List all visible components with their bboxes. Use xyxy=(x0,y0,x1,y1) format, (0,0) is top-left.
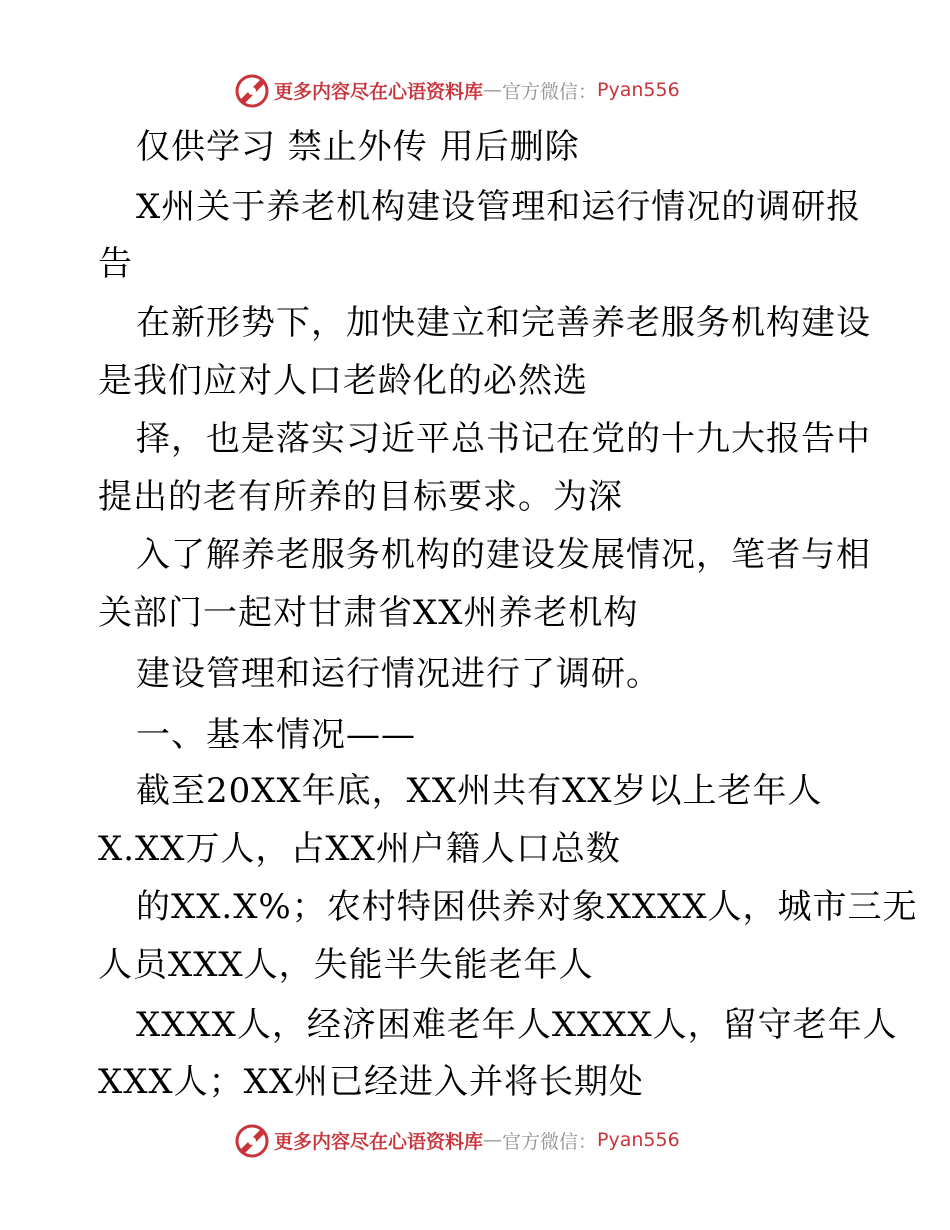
paragraph-line: 关部门一起对甘肃省XX州养老机构 xyxy=(98,593,639,633)
banner-main-text: 更多内容尽在心语资料库 xyxy=(274,1130,484,1153)
paragraph-line: 的XX.X%；农村特困供养对象XXXX人，城市三无 xyxy=(136,887,918,927)
paragraph-line: 在新形势下，加快建立和完善养老服务机构建设 xyxy=(136,303,871,343)
paragraph-line: 入了解养老服务机构的建设发展情况，笔者与相 xyxy=(136,535,871,575)
banner-wechat-label: 官方微信： xyxy=(502,1130,598,1153)
banner-wechat-label: 官方微信： xyxy=(502,80,598,103)
paragraph-line: X.XX万人，占XX州户籍人口总数 xyxy=(98,829,621,869)
pen-nib-logo-icon xyxy=(232,70,272,110)
paragraph-line: 提出的老有所养的目标要求。为深 xyxy=(98,477,623,517)
paragraph-line: 截至20XX年底，XX州共有XX岁以上老年人 xyxy=(136,771,823,811)
banner-separator: — xyxy=(483,79,503,101)
paragraph-line: 人员XXX人，失能半失能老年人 xyxy=(98,945,594,985)
banner-wechat-id: Pyan556 xyxy=(597,79,680,101)
paragraph-line: 择，也是落实习近平总书记在党的十九大报告中 xyxy=(136,419,871,459)
document-title-continued: 告 xyxy=(98,244,133,284)
footer-banner xyxy=(232,1120,680,1160)
paragraph-line: 是我们应对人口老龄化的必然选 xyxy=(98,361,588,401)
paragraph-line: 建设管理和运行情况进行了调研。 xyxy=(136,654,661,694)
banner-wechat-id: Pyan556 xyxy=(597,1129,680,1151)
document-title: X州关于养老机构建设管理和运行情况的调研报 xyxy=(136,187,862,227)
notice-line: 仅供学习 禁止外传 用后删除 xyxy=(136,127,580,167)
pen-nib-logo-icon xyxy=(232,1120,272,1160)
banner-separator: — xyxy=(483,1129,503,1151)
banner-main-text: 更多内容尽在心语资料库 xyxy=(274,80,484,103)
section-heading: 一、基本情况—— xyxy=(136,715,416,755)
paragraph-line: XXXX人，经济困难老年人XXXX人，留守老年人 xyxy=(136,1005,898,1045)
paragraph-line: XXX人；XX州已经进入并将长期处 xyxy=(98,1062,645,1102)
header-banner xyxy=(232,70,680,110)
